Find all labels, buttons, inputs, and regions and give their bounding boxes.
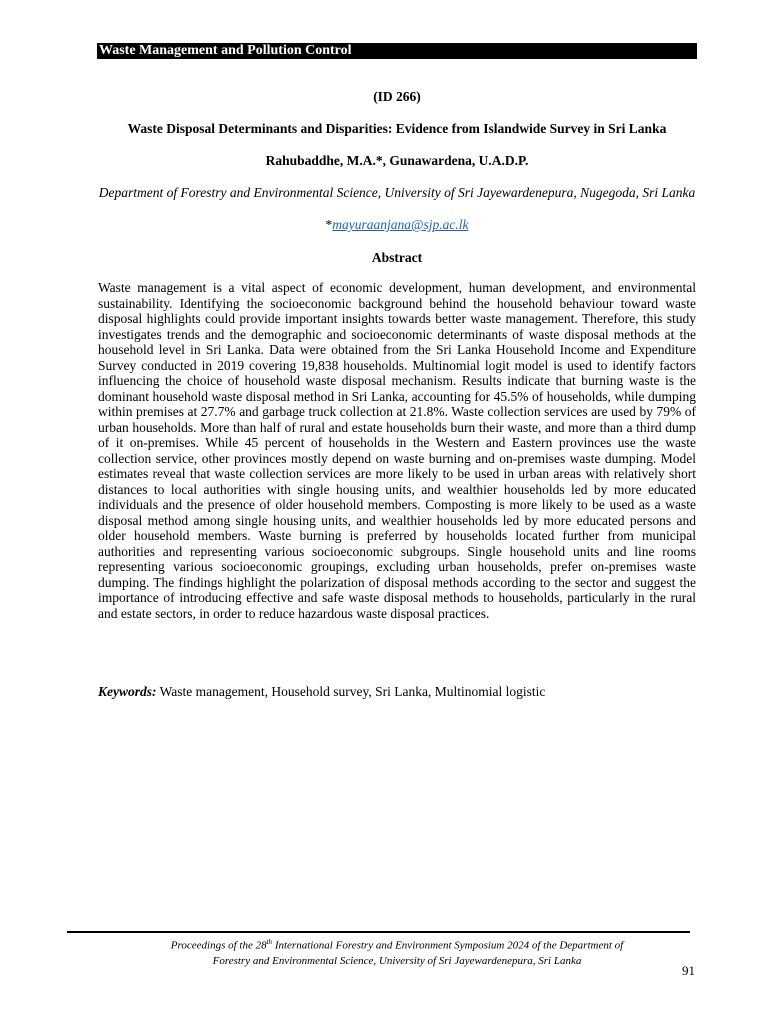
email-link[interactable]: mayuraanjana@sjp.ac.lk [332, 217, 469, 232]
email-line [97, 217, 697, 233]
footer-line-1-pre: Proceedings of the 28 [170, 939, 267, 952]
section-header: Waste Management and Pollution Control [97, 43, 697, 59]
footer-line-1-post: International Forestry and Environment Symposium 2024 of the Department of [272, 939, 624, 952]
abstract-body: Waste management is a vital aspect of economic development, human development, and environmental sustainability. Identifying the socioeconomic background behind the household behaviour toward waste disposal highlights could provide important insights towards better waste management. Therefore, this study investigates trends and the demographic and socioeconomic determinants of waste disposal methods at the household level in Sri Lanka. Data were obtained from the Sri Lanka Household Income and Expenditure Survey conducted in 2019 covering 19,838 households. Multinomial logit model is used to identify factors influencing the choice of household waste disposal mechanism. Results indicate that burning waste is the dominant household waste disposal method in Sri Lanka, accounting for 45.5% of households, while dumping within premises at 27.7% and garbage truck collection at 21.8%. Waste collection services are used by 79% of urban households. More than half of rural and estate households burn their waste, and more than a third dump of it on-premises. While 45 percent of households in the Western and Eastern provinces use the waste collection service, other provinces mostly depend on waste burning and on-premises waste dumping. Model estimates reveal that waste collection services are more likely to be used in urban areas with relatively short distances to local authorities with single housing units, and wealthier households led by more educated individuals and the presence of older household members. Composting is more likely to be used as a waste disposal method among single housing units, and wealthier households led by more educated persons and older household members. Waste burning is preferred by households located further from municipal authorities and representing various socioeconomic subgroups. Single household units and line rooms representing various socioeconomic groupings, excluding urban households, prefer on-premises waste dumping. The findings highlight the polarization of disposal methods according to the sector and suggest the importance of introducing effective and safe waste disposal methods to households, particularly in the rural and estate sectors, in order to reduce hazardous waste disposal practices. [98, 280, 696, 621]
authors: Rahubaddhe, M.A.*, Gunawardena, U.A.D.P. [265, 153, 529, 168]
keywords [98, 684, 696, 700]
abstract-heading: Abstract [371, 250, 423, 265]
footer-line-1-sup: th [266, 938, 273, 946]
footer-proceedings [97, 935, 697, 969]
paper-id: (ID 266) [373, 89, 421, 104]
keywords-text: Waste management, Household survey, Sri Lanka, Multinomial logistic [159, 684, 546, 699]
email-prefix: * [325, 217, 333, 232]
footer-divider [67, 931, 690, 933]
footer-line-1 [97, 935, 697, 954]
footer-line-2: Forestry and Environmental Science, University of Sri Jayewardenepura, Sri Lanka [212, 954, 582, 967]
paper-title: Waste Disposal Determinants and Disparities: Evidence from Islandwide Survey in Sri Lanka [127, 121, 667, 136]
keywords-label: Keywords: [98, 684, 157, 699]
page-number: 91 [682, 963, 695, 978]
affiliation: Department of Forestry and Environmental Science, University of Sri Jayewardenepura, Nugegoda, Sri Lanka [98, 185, 696, 200]
